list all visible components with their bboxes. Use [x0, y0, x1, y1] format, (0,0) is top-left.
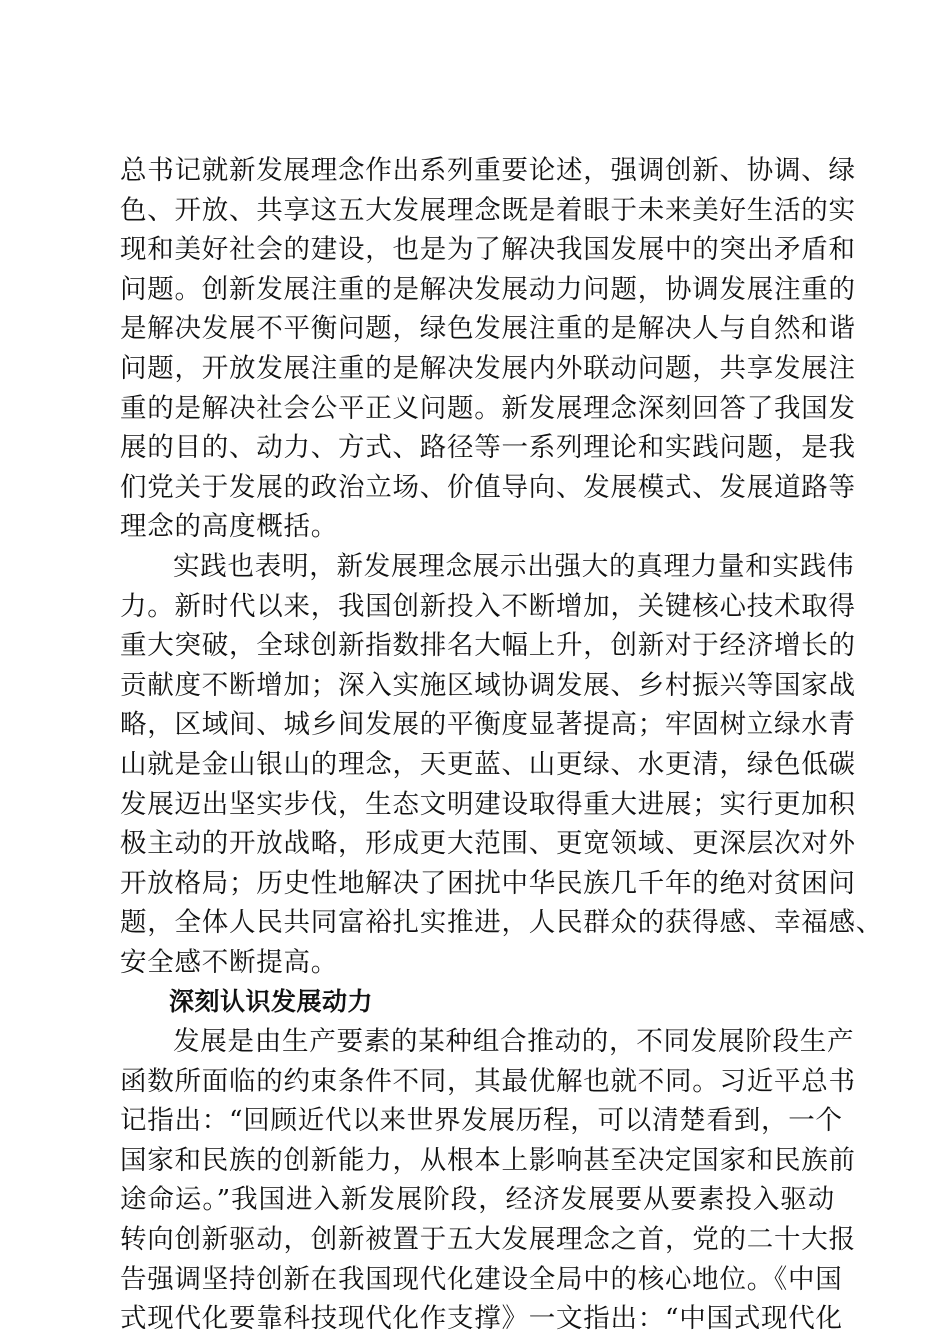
text-line: 总书记就新发展理念作出系列重要论述，强调创新、协调、绿: [120, 155, 856, 186]
text-line: 重的是解决社会公平正义问题。新发展理念深刻回答了我国发: [120, 392, 856, 424]
text-line: 极主动的开放战略，形成更大范围、更宽领域、更深层次对外: [120, 828, 856, 860]
text-line: 告强调坚持创新在我国现代化建设全局中的核心地位。《中国: [120, 1263, 843, 1295]
text-line: 函数所面临的约束条件不同，其最优解也就不同。习近平总书: [120, 1065, 856, 1097]
paragraph-development-drivers: [120, 1022, 856, 1339]
text-line: 国家和民族的创新能力，从根本上影响甚至决定国家和民族前: [120, 1144, 856, 1176]
text-line: 问题，开放发展注重的是解决发展内外联动问题，共享发展注: [120, 352, 856, 384]
text-line: 色、开放、共享这五大发展理念既是着眼于未来美好生活的实: [120, 194, 856, 226]
text-line: 现和美好社会的建设，也是为了解决我国发展中的突出矛盾和: [120, 234, 856, 266]
text-line: 问题。创新发展注重的是解决发展动力问题，协调发展注重的: [120, 273, 856, 305]
text-line: 理念的高度概括。: [120, 511, 338, 543]
text-line: 展的目的、动力、方式、路径等一系列理论和实践问题，是我: [120, 432, 856, 464]
section-heading: 深刻认识发展动力: [169, 987, 374, 1017]
text-line: 贡献度不断增加；深入实施区域协调发展、乡村振兴等国家战: [120, 669, 856, 701]
paragraph-development-concepts: [120, 151, 856, 547]
text-line: 发展迈出坚实步伐，生态文明建设取得重大进展；实行更加积: [120, 788, 856, 820]
text-line: 略，区域间、城乡间发展的平衡度显著提高；牢固树立绿水青: [120, 709, 856, 741]
text-line: 开放格局；历史性地解决了困扰中华民族几千年的绝对贫困问: [120, 867, 856, 899]
text-line: 们党关于发展的政治立场、价值导向、发展模式、发展道路等: [120, 471, 856, 503]
text-line: 发展是由生产要素的某种组合推动的，不同发展阶段生产: [173, 1026, 855, 1058]
article-body: [120, 151, 883, 1339]
text-line: 山就是金山银山的理念，天更蓝、山更绿、水更清，绿色低碳: [120, 748, 856, 780]
text-line: 转向创新驱动，创新被置于五大发展理念之首，党的二十大报: [120, 1224, 856, 1256]
text-line: 途命运。”我国进入新发展阶段，经济发展要从要素投入驱动: [120, 1184, 835, 1216]
text-line: 记指出：“回顾近代以来世界发展历程，可以清楚看到，一个: [120, 1105, 843, 1137]
text-line: 是解决发展不平衡问题，绿色发展注重的是解决人与自然和谐: [120, 313, 856, 345]
text-line: 安全感不断提高。: [120, 946, 338, 978]
text-line: 题，全体人民共同富裕扎实推进，人民群众的获得感、幸福感、: [120, 907, 883, 939]
paragraph-practice-results: [120, 547, 883, 983]
text-line: 式现代化要靠科技现代化作支撑》一文指出：“中国式现代化: [120, 1303, 843, 1335]
text-line: 重大突破，全球创新指数排名大幅上升，创新对于经济增长的: [120, 630, 856, 662]
text-line: 实践也表明，新发展理念展示出强大的真理力量和实践伟: [173, 550, 855, 582]
text-line: 力。新时代以来，我国创新投入不断增加，关键核心技术取得: [120, 590, 856, 622]
